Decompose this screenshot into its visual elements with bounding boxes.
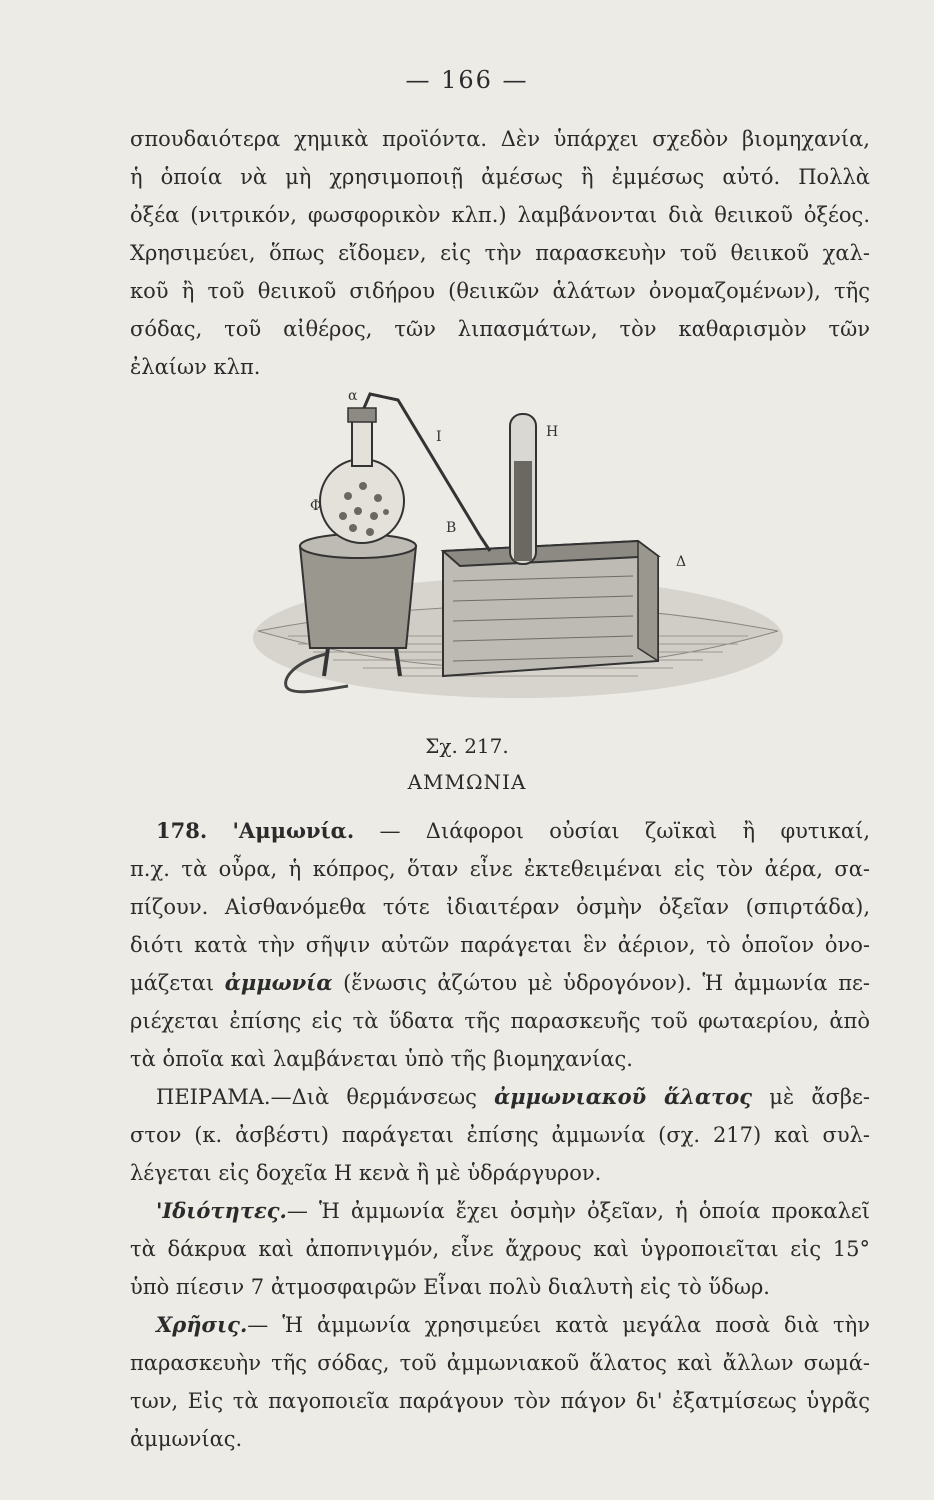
trough-box	[443, 541, 658, 676]
text-line: ὑπὸ πίεσιν 7 ἀτμοσφαιρῶν Εἶναι πολὺ διαλυτὴ εἰς τὸ ὕδωρ.	[130, 1275, 770, 1299]
text-span: —Διὰ θερμάνσεως	[270, 1085, 477, 1109]
text-line: τὰ ὁποῖα καὶ λαμβάνεται ὑπὸ τῆς βιομηχανίας.	[130, 1047, 633, 1071]
text-line: πίζουν. Αἰσθανόμεθα τότε ἰδιαιτέραν ὀσμὴν ὀξεῖαν (σπιρτάδα),	[130, 895, 870, 919]
ammonia-apparatus-illustration	[228, 386, 788, 716]
label-a: α	[348, 388, 358, 404]
text-line: ἡ ὁποία νὰ μὴ χρησιμοποιῇ ἀμέσως ἢ ἐμμέσως αὐτό. Πολλὰ	[130, 165, 870, 189]
text-line: ριέχεται ἐπίσης εἰς τὰ ὕδατα τῆς παρασκευῆς τοῦ φωταερίου, ἀπὸ	[130, 1009, 870, 1033]
text-span: — Ἡ ἀμμωνία ἔχει ὀσμὴν ὀξεῖαν, ἡ ὁποία προκαλεῖ	[286, 1199, 870, 1223]
text-line: σόδας, τοῦ αἰθέρος, τῶν λιπασμάτων, τὸν καθαρισμὸν τῶν	[130, 317, 870, 341]
text-span: (ἕνωσις ἀζώτου μὲ ὑδρογόνον). Ἡ ἀμμωνία πε-	[343, 971, 870, 995]
figure-caption-title: ΑΜΜΩΝΙΑ	[407, 770, 527, 794]
collecting-tube	[510, 414, 536, 564]
text-line: ἀμμωνίας.	[130, 1427, 243, 1451]
text-line: λέγεται εἰς δοχεῖα Η κενὰ ἢ μὲ ὑδράργυρον.	[130, 1161, 602, 1185]
text-line: σπουδαιότερα χημικὰ προϊόντα. Δὲν ὑπάρχει σχεδὸν βιομηχανία,	[130, 127, 870, 151]
section-number: 178.	[156, 818, 208, 843]
experiment-label: ΠΕΙΡΑΜΑ.	[156, 1085, 271, 1109]
text-line: ἐλαίων κλπ.	[130, 355, 261, 379]
label-i: Ι	[436, 429, 442, 445]
top-paragraph	[130, 120, 870, 386]
use-label: Χρῆσις.	[156, 1312, 248, 1337]
text-line	[130, 964, 870, 1002]
label-b: Β	[446, 520, 457, 536]
figure-caption-number: Σχ. 217.	[425, 734, 509, 758]
text-span: μάζεται	[130, 971, 215, 995]
experiment-line	[130, 1078, 870, 1116]
label-h: Η	[546, 424, 559, 440]
text-line: διότι κατὰ τὴν σῆψιν αὐτῶν παράγεται ἓν ἀέριον, τὸ ὁποῖον ὀνο-	[130, 933, 870, 957]
text-span: μὲ ἄσβε-	[769, 1085, 870, 1109]
text-span: — Ἡ ἀμμωνία χρησιμεύει κατὰ μεγάλα ποσὰ διὰ τὴν	[247, 1313, 870, 1337]
text-line: Χρησιμεύει, ὅπως εἴδομεν, εἰς τὴν παρασκευὴν τοῦ θειικοῦ χαλ-	[130, 241, 870, 265]
page-number: — 166 —	[405, 66, 529, 94]
use-line	[130, 1306, 870, 1344]
text-line: των, Εἰς τὰ παγοποιεῖα παράγουν τὸν πάγον δι' ἐξατμίσεως ὑγρᾶς	[130, 1389, 870, 1413]
properties-line	[130, 1192, 870, 1230]
section-heading: 'Αμμωνία.	[232, 818, 355, 843]
properties-label: 'Ιδιότητες.	[156, 1198, 287, 1223]
section-heading-line	[130, 812, 870, 850]
bold-term: ἀμμωνία	[224, 970, 333, 995]
text-line: παρασκευὴν τῆς σόδας, τοῦ ἀμμωνιακοῦ ἅλατος καὶ ἄλλων σωμά-	[130, 1351, 870, 1375]
text-line: τὰ δάκρυα καὶ ἀποπνιγμόν, εἶνε ἄχρους καὶ ὑγροποιεῖται εἰς 15°	[130, 1237, 870, 1261]
text-line: κοῦ ἢ τοῦ θειικοῦ σιδήρου (θειικῶν ἁλάτων ὀνομαζομένων), τῆς	[130, 279, 870, 303]
text-line: στον (κ. ἀσβέστι) παράγεται ἐπίσης ἀμμωνία (σχ. 217) καὶ συλ-	[130, 1123, 870, 1147]
text-line: ὀξέα (νιτρικόν, φωσφορικὸν κλπ.) λαμβάνονται διὰ θειικοῦ ὀξέος.	[130, 203, 870, 227]
flask	[320, 408, 404, 543]
label-phi: Φ	[310, 498, 322, 514]
bold-term: ἀμμωνιακοῦ ἅλατος	[494, 1084, 753, 1109]
text-line: π.χ. τὰ οὖρα, ἡ κόπρος, ὅταν εἶνε ἐκτεθειμέναι εἰς τὸν ἀέρα, σα-	[130, 857, 870, 881]
text-span: — Διάφοροι οὐσίαι ζωϊκαὶ ἢ φυτικαί,	[379, 819, 870, 843]
label-delta: Δ	[676, 554, 687, 570]
ammonia-section	[130, 812, 870, 1458]
